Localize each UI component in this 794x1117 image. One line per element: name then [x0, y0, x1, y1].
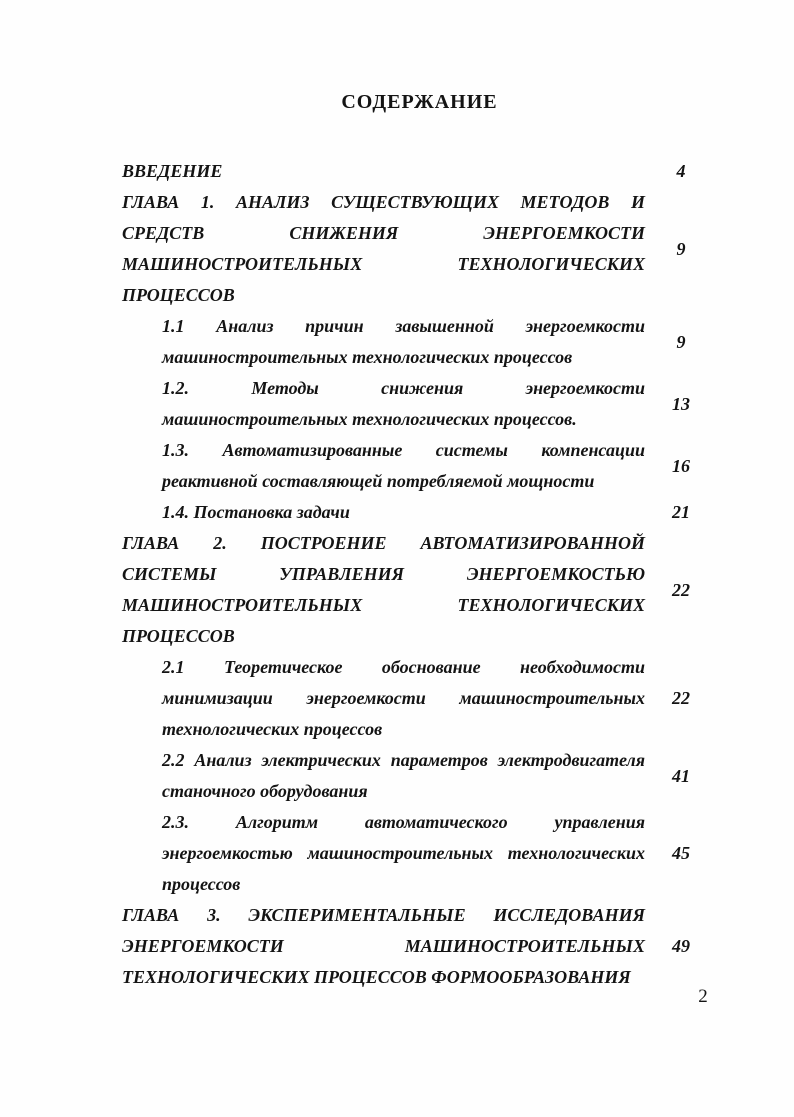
toc-entry-page: 4	[676, 161, 686, 181]
table-of-contents	[122, 156, 722, 993]
page-number: 2	[698, 986, 708, 1007]
toc-entry-section-2-3	[122, 807, 722, 900]
toc-entry-section-1-1	[122, 311, 722, 373]
toc-entry-label: 2.1 Теоретическое обоснование необходимости минимизации энергоемкости машиностроительных технологических процессов	[162, 657, 645, 739]
toc-entry-page: 49	[672, 936, 690, 956]
toc-entry-page: 13	[672, 393, 690, 414]
toc-entry-section-1-4	[122, 497, 722, 528]
toc-entry-page: 21	[672, 502, 690, 522]
toc-entry-label: 1.1 Анализ причин завышенной энергоемкости машиностроительных технологических процессов	[162, 316, 645, 367]
toc-entry-label: ГЛАВА 3. ЭКСПЕРИМЕНТАЛЬНЫЕ ИССЛЕДОВАНИЯ ЭНЕРГОЕМКОСТИ МАШИНОСТРОИТЕЛЬНЫХ ТЕХНОЛОГИЧЕСКИХ ПРОЦЕССОВ ФОРМООБРАЗОВАНИЯ	[122, 905, 645, 987]
toc-entry-section-1-2	[122, 373, 722, 435]
toc-entry-label: 2.2 Анализ электрических параметров электродвигателя станочного оборудования	[162, 750, 645, 801]
toc-entry-label: 1.2. Методы снижения энергоемкости машиностроительных технологических процессов.	[162, 378, 645, 429]
toc-entry-page: 41	[672, 765, 690, 786]
toc-entry-label: 1.4. Постановка задачи	[162, 502, 350, 522]
toc-entry-chapter-3	[122, 900, 722, 993]
toc-entry-page: 9	[676, 331, 686, 352]
toc-entry-label: ГЛАВА 2. ПОСТРОЕНИЕ АВТОМАТИЗИРОВАННОЙ СИСТЕМЫ УПРАВЛЕНИЯ ЭНЕРГОЕМКОСТЬЮ МАШИНОСТРОИТЕЛЬНЫХ ТЕХНОЛОГИЧЕСКИХ ПРОЦЕССОВ	[122, 533, 645, 646]
toc-entry-label: 2.3. Алгоритм автоматического управления энергоемкостью машиностроительных технологических процессов	[162, 812, 645, 894]
toc-entry-page: 22	[672, 688, 690, 708]
toc-entry-section-1-3	[122, 435, 722, 497]
toc-entry-label: 1.3. Автоматизированные системы компенсации реактивной составляющей потребляемой мощности	[162, 440, 645, 491]
toc-entry-section-2-2	[122, 745, 722, 807]
toc-entry-introduction	[122, 156, 722, 187]
toc-title: СОДЕРЖАНИЕ	[341, 91, 498, 113]
toc-entry-page: 9	[676, 238, 686, 259]
toc-entry-page: 22	[672, 579, 690, 600]
toc-entry-section-2-1	[122, 652, 722, 745]
toc-entry-chapter-1	[122, 187, 722, 311]
toc-entry-label: ГЛАВА 1. АНАЛИЗ СУЩЕСТВУЮЩИХ МЕТОДОВ И СРЕДСТВ СНИЖЕНИЯ ЭНЕРГОЕМКОСТИ МАШИНОСТРОИТЕЛЬНЫХ ТЕХНОЛОГИЧЕСКИХ ПРОЦЕССОВ	[122, 192, 645, 305]
toc-entry-page: 16	[672, 455, 690, 476]
toc-entry-page: 45	[672, 843, 690, 863]
toc-entry-chapter-2	[122, 528, 722, 652]
toc-entry-label: ВВЕДЕНИЕ	[122, 161, 223, 181]
